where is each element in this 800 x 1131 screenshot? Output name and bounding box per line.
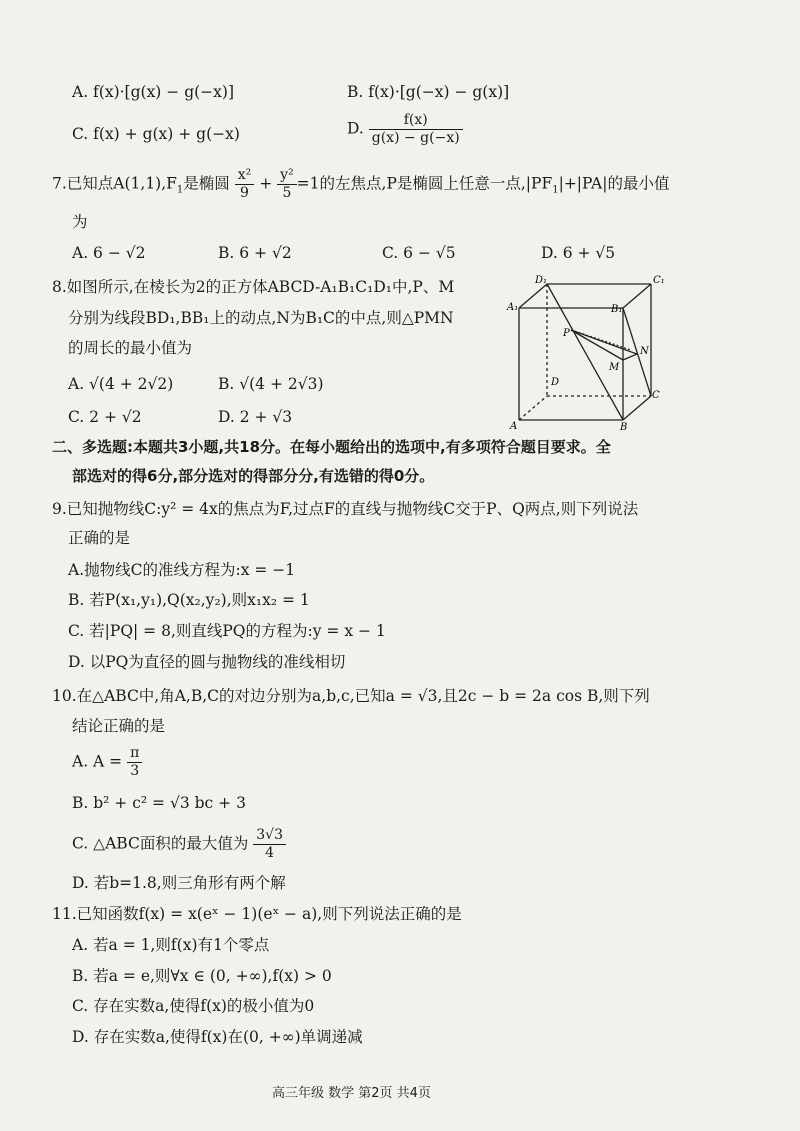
q11-stem-line1: 11.已知函数f(x) = x(eˣ − 1)(eˣ − a),则下列说法正确的是 bbox=[52, 905, 462, 923]
q8-option-d: D. 2 + √3 bbox=[218, 408, 293, 426]
label-c1: C₁ bbox=[653, 275, 665, 286]
q7-frac-x bbox=[235, 167, 255, 202]
q7-sub1: 1 bbox=[176, 184, 184, 196]
q11-option-a: A. 若a = 1,则f(x)有1个零点 bbox=[72, 936, 270, 954]
q6-d-numerator: f(x) bbox=[369, 112, 463, 130]
q11-option-c: C. 存在实数a,使得f(x)的极小值为0 bbox=[72, 997, 315, 1015]
label-d: D bbox=[551, 377, 560, 388]
q10-option-c-fraction bbox=[253, 827, 286, 862]
q7-option-c: C. 6 − √5 bbox=[382, 244, 456, 262]
q10-option-d: D. 若b=1.8,则三角形有两个解 bbox=[72, 874, 286, 892]
q8-option-c: C. 2 + √2 bbox=[68, 408, 142, 426]
page-footer: 高三年级 数学 第2页 共4页 bbox=[272, 1086, 431, 1101]
q7-stem-line2: 为 bbox=[72, 213, 88, 231]
q10-option-c-label: C. △ABC面积的最大值为 bbox=[72, 834, 249, 853]
q7-frac-x-num: x² bbox=[235, 167, 255, 185]
q6-option-a: A. f(x)·[g(x) − g(−x)] bbox=[72, 83, 234, 101]
q8-option-b: B. √(4 + 2√3) bbox=[218, 375, 324, 393]
label-m: M bbox=[609, 362, 620, 373]
q7-option-d: D. 6 + √5 bbox=[541, 244, 616, 262]
label-b: B bbox=[620, 422, 628, 432]
q7-stem-post: =1的左焦点,P是椭圆上任意一点,|PF bbox=[296, 174, 553, 193]
label-p: P bbox=[563, 328, 570, 339]
label-c: C bbox=[652, 390, 660, 401]
q9-option-d: D. 以PQ为直径的圆与抛物线的准线相切 bbox=[68, 653, 346, 671]
label-d1: D₁ bbox=[535, 275, 548, 286]
cube-figure bbox=[505, 272, 675, 432]
q7-stem-post2: |+|PA|的最小值 bbox=[558, 174, 670, 193]
section2-header-line1: 二、多选题:本题共3小题,共18分。在每小题给出的选项中,有多项符合题目要求。全 bbox=[52, 438, 611, 456]
q8-stem-line1: 8.如图所示,在棱长为2的正方体ABCD-A₁B₁C₁D₁中,P、M bbox=[52, 278, 455, 296]
q8-option-a: A. √(4 + 2√2) bbox=[68, 375, 174, 393]
q10-a-numerator: π bbox=[127, 745, 142, 763]
q9-stem-line1: 9.已知抛物线C:y² = 4x的焦点为F,过点F的直线与抛物线C交于P、Q两点,则下列说法 bbox=[52, 500, 639, 518]
q10-c-numerator: 3√3 bbox=[253, 827, 286, 845]
q10-c-denominator: 4 bbox=[265, 845, 275, 861]
q6-option-c: C. f(x) + g(x) + g(−x) bbox=[72, 125, 240, 143]
label-n: N bbox=[640, 346, 649, 357]
q7-sub2: 1 bbox=[552, 184, 559, 196]
q11-option-d: D. 存在实数a,使得f(x)在(0, +∞)单调递减 bbox=[72, 1028, 363, 1046]
label-a: A bbox=[510, 421, 518, 432]
q11-option-b: B. 若a = e,则∀x ∈ (0, +∞),f(x) > 0 bbox=[72, 967, 332, 985]
q8-stem-line2: 分别为线段BD₁,BB₁上的动点,N为B₁C的中点,则△PMN bbox=[68, 309, 454, 327]
section2-header-line2: 部选对的得6分,部分选对的得部分分,有选错的得0分。 bbox=[72, 467, 435, 485]
q9-option-a: A.抛物线C的准线方程为:x = −1 bbox=[68, 561, 296, 579]
label-a1: A₁ bbox=[507, 302, 519, 313]
q7-frac-y-den: 5 bbox=[282, 185, 292, 201]
q9-option-b: B. 若P(x₁,y₁),Q(x₂,y₂),则x₁x₂ = 1 bbox=[68, 591, 310, 609]
label-b1: B₁ bbox=[611, 304, 623, 315]
q6-option-d bbox=[347, 112, 463, 147]
q10-stem-line1: 10.在△ABC中,角A,B,C的对边分别为a,b,c,已知a = √3,且2c − b = 2a cos B,则下列 bbox=[52, 687, 650, 705]
q6-option-b: B. f(x)·[g(−x) − g(x)] bbox=[347, 83, 510, 101]
q10-option-a-label: A. A = bbox=[72, 752, 123, 771]
q9-stem-line2: 正确的是 bbox=[68, 529, 131, 547]
q10-option-a-fraction bbox=[127, 745, 142, 780]
q7-stem-pre: 7.已知点A(1,1),F bbox=[52, 174, 177, 193]
q10-a-denominator: 3 bbox=[130, 763, 140, 779]
q10-option-c bbox=[72, 827, 286, 862]
q10-option-b: B. b² + c² = √3 bc + 3 bbox=[72, 794, 246, 812]
q9-option-c: C. 若|PQ| = 8,则直线PQ的方程为:y = x − 1 bbox=[68, 622, 386, 640]
q7-frac-y bbox=[277, 167, 297, 202]
q6-option-d-label: D. bbox=[347, 119, 364, 138]
q10-option-a bbox=[72, 745, 142, 780]
q6-option-d-fraction bbox=[369, 112, 463, 147]
q6-d-denominator: g(x) − g(−x) bbox=[371, 130, 460, 146]
q8-stem-line3: 的周长的最小值为 bbox=[68, 339, 193, 357]
q10-stem-line2: 结论正确的是 bbox=[72, 717, 166, 735]
q7-plus: + bbox=[259, 174, 273, 193]
q7-option-a: A. 6 − √2 bbox=[72, 244, 146, 262]
q7-stem-mid: 是椭圆 bbox=[183, 174, 230, 193]
q7-frac-x-den: 9 bbox=[240, 185, 249, 201]
q7-frac-y-num: y² bbox=[277, 167, 297, 185]
q7-stem-line1 bbox=[52, 167, 669, 202]
q7-option-b: B. 6 + √2 bbox=[218, 244, 292, 262]
